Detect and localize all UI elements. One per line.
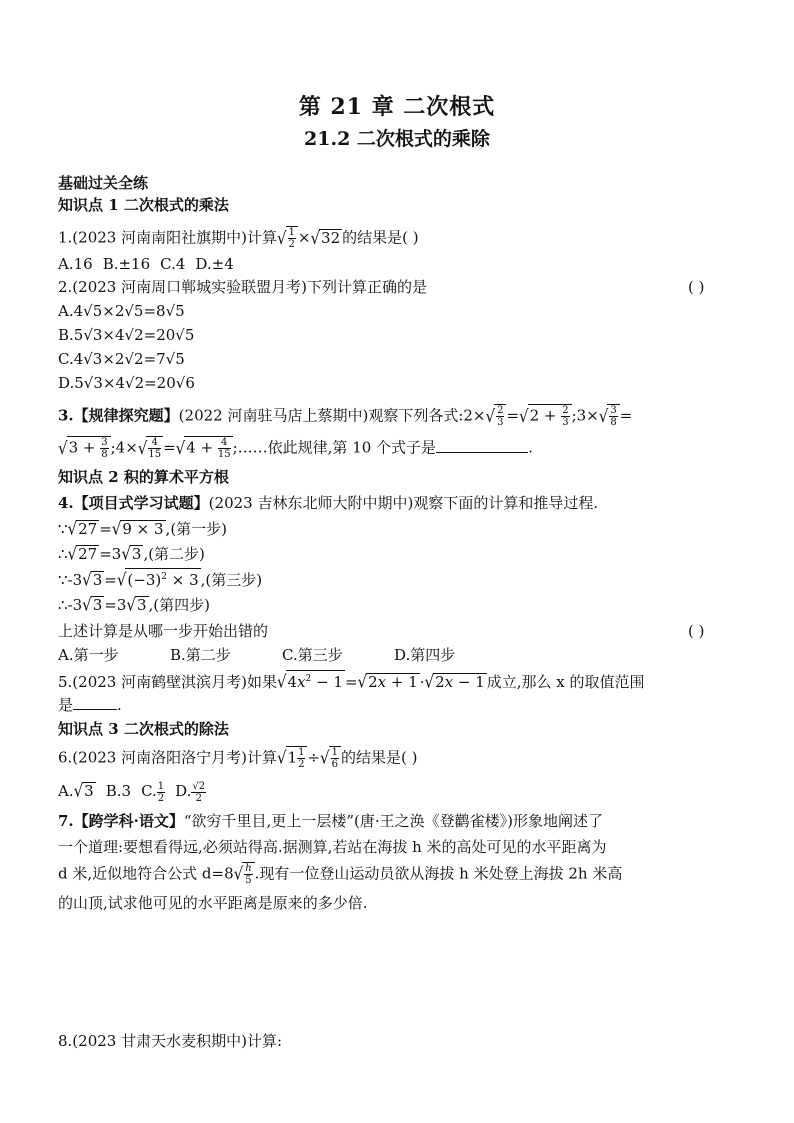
q1-radicand-1: $\frac{1}{2}$ (286, 226, 298, 250)
q1-option-c[interactable]: C.4 (160, 255, 186, 273)
q4-step-2: ∴√27 =3√3 ,(第二步) (58, 543, 205, 565)
q4-option-a[interactable]: A.第一步 (58, 646, 119, 664)
q6-options (58, 780, 748, 804)
q8-stem: 8.(2023 甘肃天水麦积期中)计算: (58, 1032, 283, 1050)
q6-option-b[interactable]: B.3 (105, 782, 132, 800)
q4-question: 上述计算是从哪一步开始出错的 (58, 622, 269, 640)
q4-stem (58, 492, 748, 514)
q2-option-c[interactable]: C.4√3×2√2=7√5 (58, 350, 185, 368)
q4-step-1: ∵√27 =√9 × 3 ,(第一步) (58, 518, 228, 540)
q6-option-c[interactable]: C. $\frac{1}{2}$ (141, 780, 165, 804)
q1-option-d[interactable]: D.±4 (195, 255, 234, 273)
q7-line-1: 7.【跨学科·语文】“欲穷千里目,更上一层楼”(唐·王之涣《登鹳雀楼》)形象地阐述了 (58, 812, 603, 830)
q7-line-4: 的山顶,试求他可见的水平距离是原来的多少倍. (58, 894, 368, 912)
q2-option-b[interactable]: B.5√3×4√2=20√5 (58, 326, 195, 344)
knowledge-point-2: 知识点 2 积的算术平方根 (58, 468, 229, 486)
q1-option-b[interactable]: B.±16 (102, 255, 151, 273)
q7-line-2: 一个道理:要想看得远,必须站得高.据测算,若站在海拔 h 米的高处可见的水平距离为 (58, 838, 607, 856)
chapter-title: 第 21 章 二次根式 (298, 94, 496, 120)
q4-options (58, 644, 748, 666)
q6-option-d[interactable]: D. $\frac{√2}{2}$ (175, 780, 206, 804)
q3-tag: 3.【规律探究题】 (58, 406, 179, 425)
q1-stem: 1.(2023 河南南阳社旗期中)计算√ $\frac{1}{2}$ ×√32 的结果是( ) (58, 226, 748, 250)
q2-option-a[interactable]: A.4√5×2√5=8√5 (58, 302, 185, 320)
q1-option-a[interactable]: A.16 (58, 255, 93, 273)
q4-tag: 4.【项目式学习试题】 (58, 494, 209, 512)
q1-radicand-2: 32 (321, 228, 341, 247)
q6-prefix: 6.(2023 河南洛阳洛宁月考)计算 (58, 748, 277, 767)
q7-tag: 7.【跨学科·语文】 (58, 812, 184, 830)
q4-text: (2023 吉林东北师大附中期中)观察下面的计算和推导过程. (208, 494, 599, 512)
q5-line-2: 是 . (58, 696, 122, 714)
q4-step-3: ∵-3√3 $=√(-3)^2 \times 3$ ,(第三步) (58, 569, 263, 591)
section-title: 21.2 二次根式的乘除 (304, 128, 490, 150)
q4-option-c[interactable]: C.第三步 (282, 646, 343, 664)
q1-suffix: 的结果是( ) (342, 228, 419, 247)
q1-options (58, 253, 748, 275)
q1-prefix: 1.(2023 河南南阳社旗期中)计算 (58, 228, 277, 247)
q4-answer-paren[interactable]: ( ) (688, 622, 705, 640)
q6-stem: 6.(2023 河南洛阳洛宁月考)计算√1 $\frac{1}{2}$ ÷√ $\frac{1}{6}$ 的结果是( ) (58, 747, 418, 770)
q6-suffix: 的结果是( ) (340, 748, 418, 767)
q2-answer-paren[interactable]: ( ) (688, 278, 705, 296)
q5-stem: 5.(2023 河南鹤壁淇滨月考)如果$√4x^2 - 1 =√2x + 1 \cdot√2x - 1$ 成立,那么 x 的取值范围 (58, 671, 645, 693)
q5-prefix: 5.(2023 河南鹤壁淇滨月考)如果 (58, 673, 277, 691)
q5-answer-blank[interactable] (73, 695, 117, 710)
q3-text-2: ……依此规律,第 10 个式子是 (237, 438, 437, 457)
q2-option-d[interactable]: D.5√3×4√2=20√6 (58, 374, 195, 392)
knowledge-point-1: 知识点 1 二次根式的乘法 (58, 196, 229, 214)
q5-suffix: 成立,那么 x 的取值范围 (486, 673, 645, 691)
sqrt-symbol: √ (310, 227, 321, 248)
q7-line-3: d 米,近似地符合公式 d=8√ $\frac{h}{5}$ .现有一位登山运动员欲从海拔 h 米处登上海拔 2h 米高 (58, 863, 623, 886)
q3-line-2: √3 + $\frac{3}{8}$ ;4×√ $\frac{4}{15}$ =√4 + $\frac{4}{15}$ ;……依此规律,第 10 个式子是 . (58, 437, 533, 460)
q3-answer-blank[interactable] (436, 438, 528, 453)
q4-step-4: ∴-3√3 =3√3 ,(第四步) (58, 594, 210, 616)
sqrt-symbol: √ (276, 227, 287, 248)
q3-text-1: (2022 河南驻马店上蔡期中)观察下列各式: (178, 406, 464, 425)
q4-option-b[interactable]: B.第二步 (170, 646, 231, 664)
q4-option-d[interactable]: D.第四步 (394, 646, 456, 664)
q3-line-1: 3.【规律探究题】(2022 河南驻马店上蔡期中)观察下列各式:2×√ $\frac{2}{3}$ =√2 + $\frac{2}{3}$ ;3×√ $\frac{3}{8}$ = (58, 405, 633, 428)
q2-stem: 2.(2023 河南周口郸城实验联盟月考)下列计算正确的是 (58, 278, 427, 296)
q6-option-a[interactable]: A.√3 (58, 780, 94, 802)
knowledge-point-3: 知识点 3 二次根式的除法 (58, 720, 229, 738)
basic-practice-heading: 基础过关全练 (58, 174, 149, 192)
